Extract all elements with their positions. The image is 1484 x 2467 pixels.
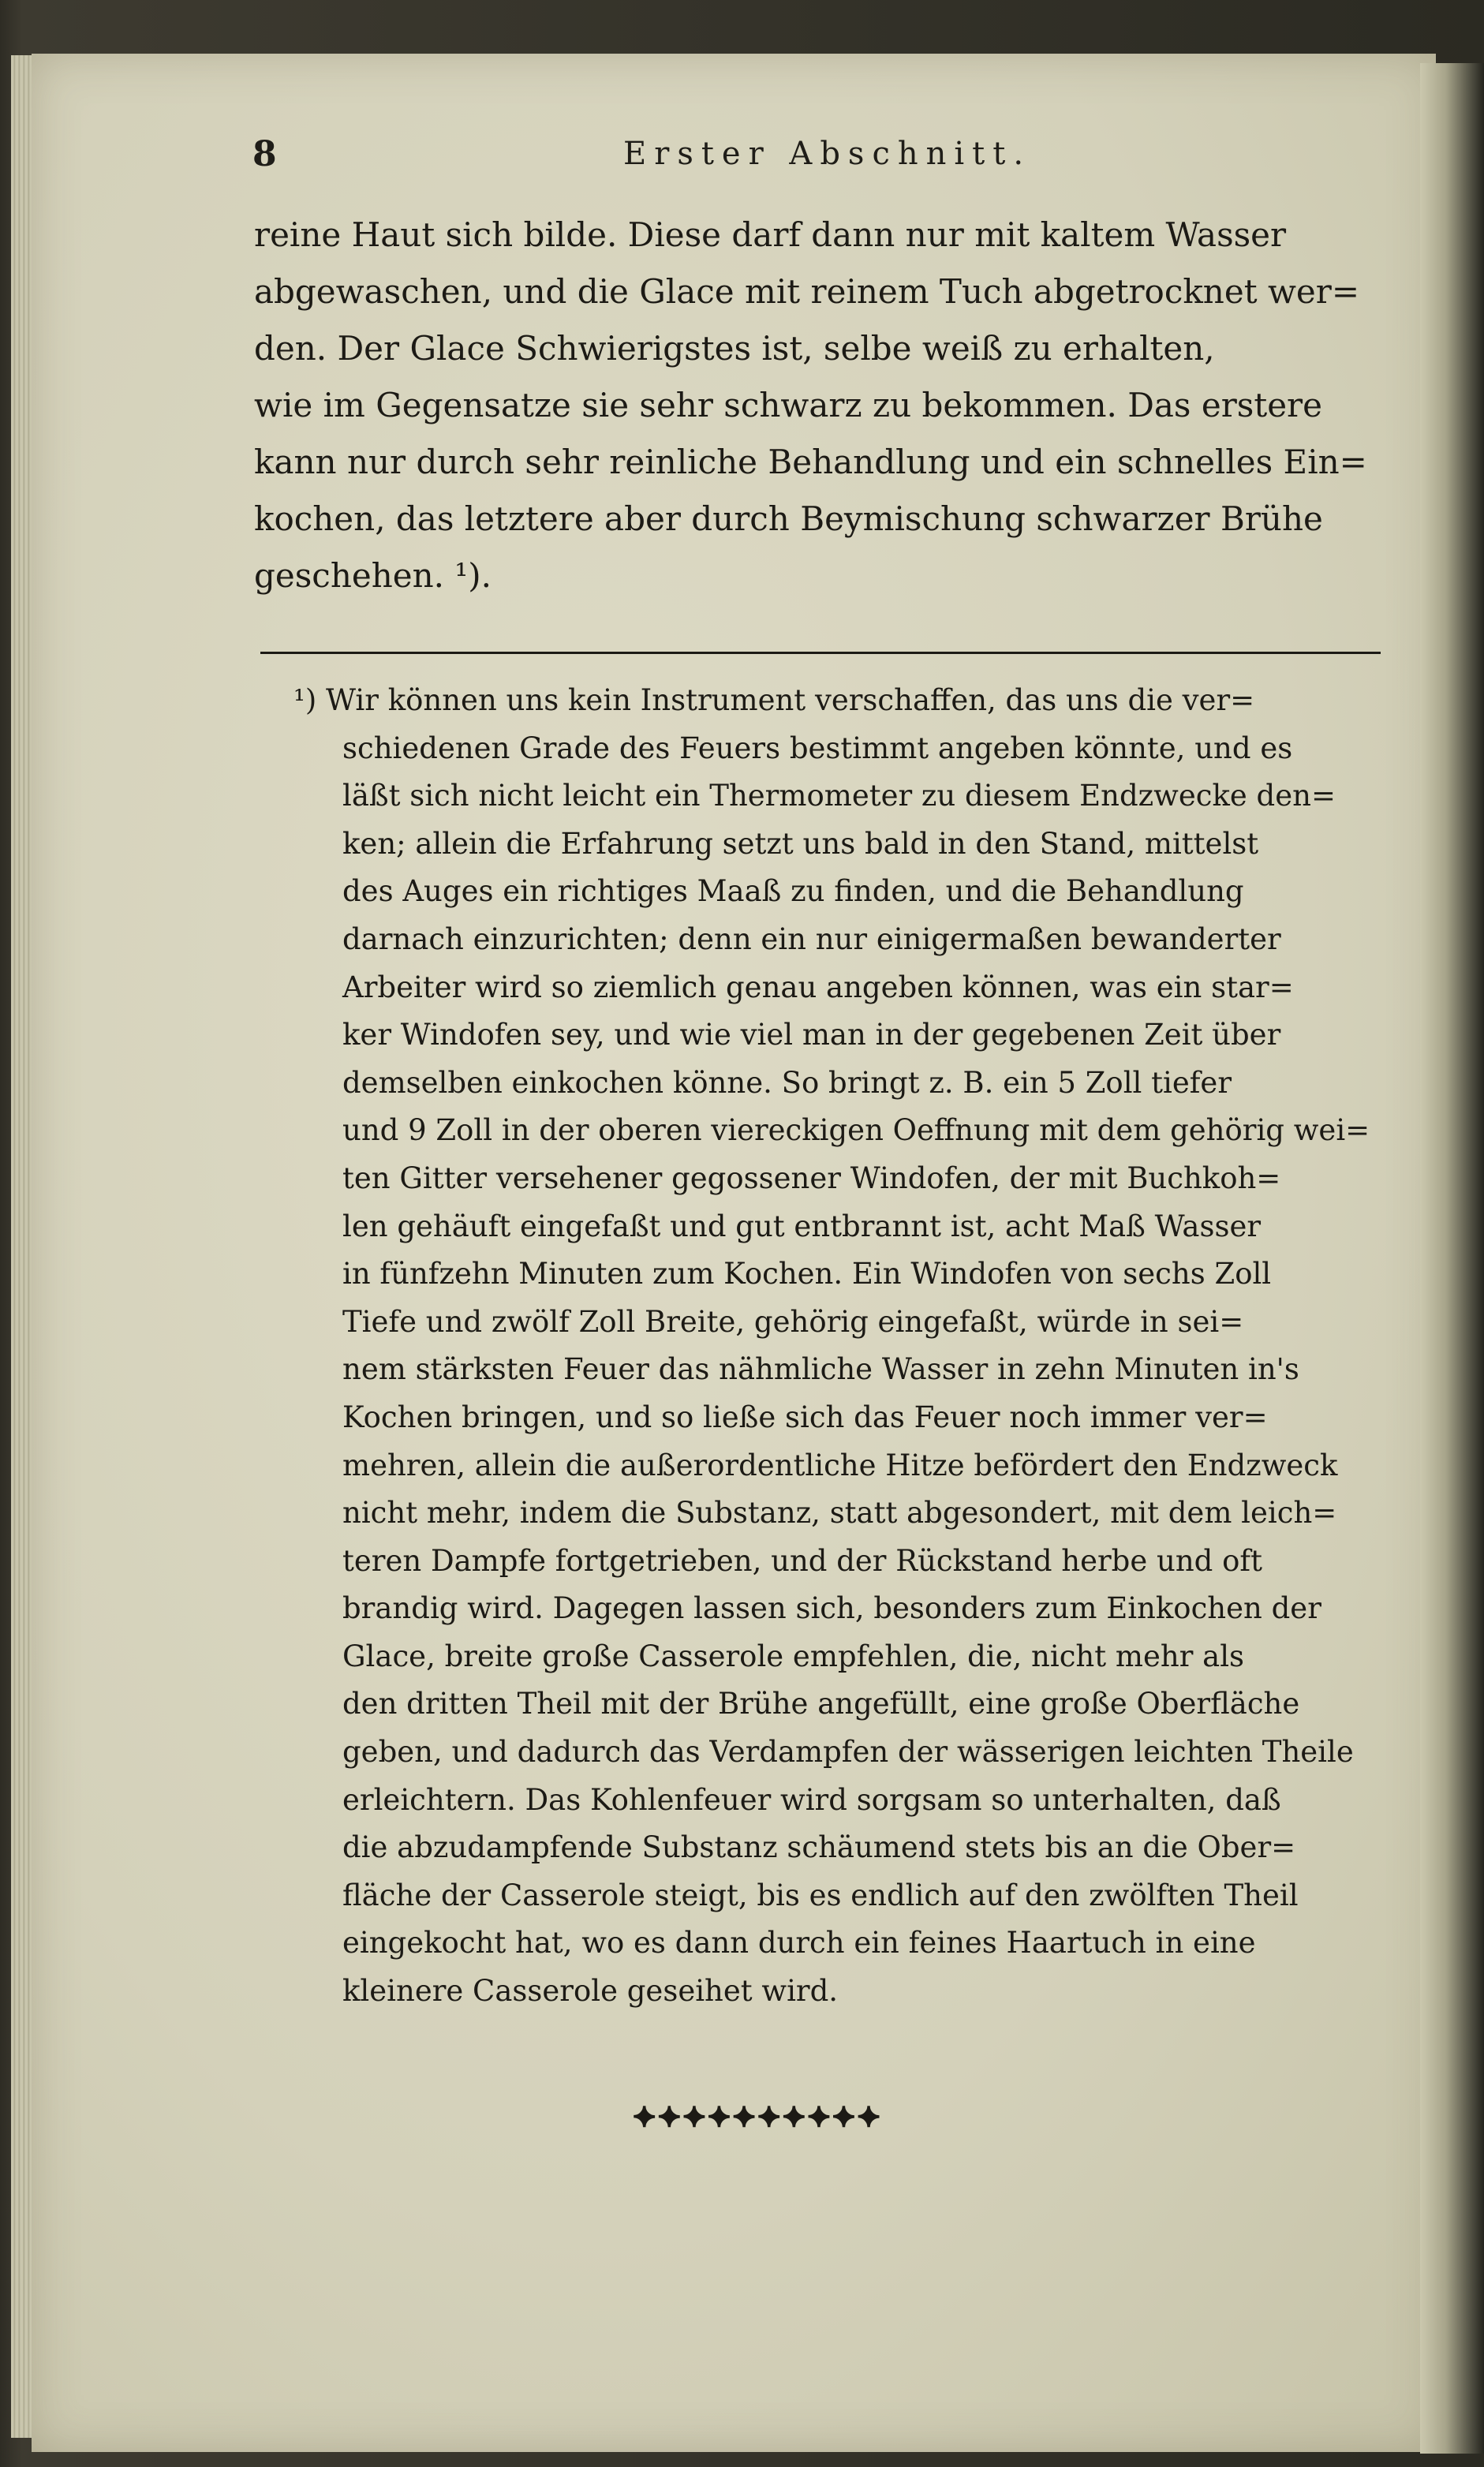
book-gutter: [1420, 63, 1484, 2454]
footnote-line: nicht mehr, indem die Substanz, statt abgesondert, mit dem leich=: [342, 1496, 1337, 1531]
footnote: [293, 677, 1398, 2016]
footnote-line: und 9 Zoll in der oberen viereckigen Oeffnung mit dem gehörig wei=: [342, 1113, 1370, 1148]
footnote-line: darnach einzurichten; denn ein nur einigermaßen bewanderter: [342, 921, 1281, 956]
text-line: den. Der Glace Schwierigstes ist, selbe weiß zu erhalten,: [254, 329, 1215, 368]
footnote-line: mehren, allein die außerordentliche Hitze befördert den Endzweck: [342, 1448, 1338, 1482]
footnote-line: ¹) Wir können uns kein Instrument verschaffen, das uns die ver=: [293, 683, 1255, 717]
footnote-line: schiedenen Grade des Feuers bestimmt angeben könnte, und es: [342, 731, 1293, 765]
text-line: kann nur durch sehr reinliche Behandlung und ein schnelles Ein=: [254, 443, 1367, 481]
text-line: geschehen. ¹).: [254, 556, 492, 595]
footnote-divider: [260, 652, 1381, 654]
footnote-line: Glace, breite große Casserole empfehlen, die, nicht mehr als: [342, 1639, 1245, 1673]
main-text: [254, 207, 1398, 604]
footnote-line: die abzudampfende Substanz schäumend stets bis an die Ober=: [342, 1830, 1296, 1865]
footnote-line: teren Dampfe fortgetrieben, und der Rückstand herbe und oft: [342, 1543, 1262, 1578]
footnote-line: Tiefe und zwölf Zoll Breite, gehörig eingefaßt, würde in sei=: [342, 1304, 1244, 1339]
text-line: wie im Gegensatze sie sehr schwarz zu bekommen. Das erstere: [254, 386, 1322, 424]
footnote-line: erleichtern. Das Kohlenfeuer wird sorgsam so unterhalten, daß: [342, 1782, 1281, 1817]
page-number: 8: [252, 134, 277, 174]
footnote-line: geben, und dadurch das Verdampfen der wässerigen leichten Theile: [342, 1735, 1354, 1770]
footnote-line: Arbeiter wird so ziemlich genau angeben können, was ein star=: [342, 970, 1294, 1004]
text-line: kochen, das letztere aber durch Beymischung schwarzer Brühe: [254, 499, 1323, 538]
running-title: Erster Abschnitt.: [623, 136, 1032, 172]
footnote-line: ten Gitter versehener gegossener Windofen, der mit Buchkoh=: [342, 1161, 1281, 1195]
text-line: abgewaschen, und die Glace mit reinem Tuch abgetrocknet wer=: [254, 272, 1360, 311]
footnote-line: brandig wird. Dagegen lassen sich, besonders zum Einkochen der: [342, 1591, 1321, 1626]
footnote-line: den dritten Theil mit der Brühe angefüllt, eine große Oberfläche: [342, 1687, 1300, 1721]
page-header: [252, 134, 1396, 181]
footnote-line: demselben einkochen könne. So bringt z. B. ein 5 Zoll tiefer: [342, 1065, 1232, 1100]
text-line: reine Haut sich bilde. Diese darf dann nur mit kaltem Wasser: [254, 215, 1287, 254]
footnote-line: ker Windofen sey, und wie viel man in der gegebenen Zeit über: [342, 1018, 1281, 1052]
footnote-line: des Auges ein richtiges Maaß zu finden, und die Behandlung: [342, 874, 1244, 909]
footnote-line: eingekocht hat, wo es dann durch ein feines Haartuch in eine: [342, 1926, 1256, 1961]
footnote-line: in fünfzehn Minuten zum Kochen. Ein Windofen von sechs Zoll: [342, 1257, 1272, 1291]
footnote-line: Kochen bringen, und so ließe sich das Feuer noch immer ver=: [342, 1400, 1268, 1434]
footnote-line: kleinere Casserole geseihet wird.: [342, 1974, 839, 2009]
footnote-line: läßt sich nicht leicht ein Thermometer zu diesem Endzwecke den=: [342, 779, 1336, 813]
footnote-line: len gehäuft eingefaßt und gut entbrannt ist, acht Maß Wasser: [342, 1209, 1262, 1243]
footnote-line: fläche der Casserole steigt, bis es endlich auf den zwölften Theil: [342, 1878, 1299, 1912]
ornament-divider: ⯌⯌⯌⯌⯌⯌⯌⯌⯌⯌: [633, 2099, 883, 2133]
footnote-line: nem stärksten Feuer das nähmliche Wasser in zehn Minuten in's: [342, 1352, 1299, 1387]
footnote-line: ken; allein die Erfahrung setzt uns bald in den Stand, mittelst: [342, 826, 1259, 861]
